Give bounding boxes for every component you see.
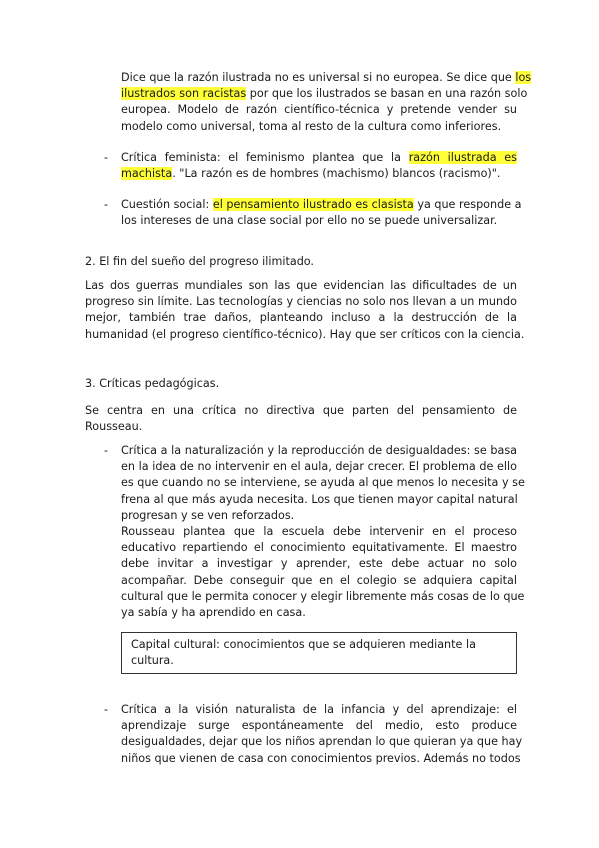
text-line: Crítica a la naturalización y la reproducción de desigualdades: se basa: [121, 444, 517, 457]
text-line: Rousseau.: [85, 420, 143, 434]
bullet-dash: -: [104, 151, 109, 164]
text-line: machista. "La razón es de hombres (machismo) blancos (racismo)".: [121, 167, 501, 181]
bullet-dash: -: [104, 444, 109, 457]
text-line: Las dos guerras mundiales son las que evidencian las dificultades de un: [85, 279, 517, 292]
text-line: Dice que la razón ilustrada no es universal si no europea. Se dice que los: [121, 71, 532, 84]
text-line: en la idea de no intervenir en el aula, dejar crecer. El problema de ello: [121, 460, 517, 474]
section-heading-3: 3. Críticas pedagógicas.: [85, 377, 220, 390]
text-line: Capital cultural: conocimientos que se adquieren mediante la: [131, 638, 476, 651]
intro-paragraph: [121, 70, 532, 135]
definition-box: [121, 632, 517, 674]
text-line: Rousseau plantea que la escuela debe intervenir en el proceso: [121, 525, 517, 539]
text-line: Se centra en una crítica no directiva que parten del pensamiento de: [85, 404, 517, 417]
section-heading-2: 2. El fin del sueño del progreso ilimitado.: [85, 255, 314, 268]
text-line: Crítica feminista: el feminismo plantea que la razón ilustrada es: [121, 151, 517, 164]
highlight: machista: [121, 167, 173, 181]
text-line: niños que vienen de casa con conocimientos previos. Además no todos: [121, 751, 521, 765]
text-line: progreso sin límite. Las tecnologías y ciencias no solo nos llevan a un mundo: [85, 295, 517, 309]
bullet-dash: -: [104, 703, 109, 716]
text-line: educativo repartiendo el conocimiento equitativamente. El maestro: [121, 541, 517, 555]
highlight: razón ilustrada es: [408, 151, 517, 164]
text-line: mejor, también trae daños, planteando incluso a la destrucción de la: [85, 311, 517, 325]
definition-text: [131, 637, 507, 669]
bullet-social: [121, 197, 522, 229]
text-line: ilustrados son racistas por que los ilustrados se basan en una razón solo: [121, 87, 528, 101]
text-line: cultural que le permita conocer y elegir libremente más cosas de lo que: [121, 589, 525, 603]
bullet-naturalist-childhood: [121, 702, 523, 767]
text-line: los intereses de una clase social por ello no se puede universalizar.: [121, 214, 498, 228]
text-line: aprendizaje surge espontáneamente del medio, esto produce: [121, 719, 517, 733]
section-3-intro: [85, 403, 517, 435]
highlight: ilustrados son racistas: [121, 87, 247, 101]
bullet-naturalization: [121, 443, 525, 621]
bullet-feminist: [121, 150, 517, 182]
bullet-dash: -: [104, 198, 109, 211]
text-line: es que cuando no se interviene, se ayuda al que menos lo necesita y se: [121, 476, 525, 490]
text-line: Cuestión social: el pensamiento ilustrado es clasista ya que responde a: [121, 198, 522, 211]
text-line: frena al que más ayuda necesita. Los que tienen mayor capital natural: [121, 492, 518, 506]
text-line: acompañar. Debe conseguir que en el colegio se adquiera capital: [121, 573, 517, 587]
text-line: Crítica a la visión naturalista de la infancia y del aprendizaje: el: [121, 703, 517, 716]
text-line: europea. Modelo de razón científico-técnica y pretende vender su: [121, 103, 517, 117]
highlight: los: [515, 71, 532, 84]
text-line: modelo como universal, toma al resto de la cultura como inferiores.: [121, 119, 502, 133]
text-line: progresan y se ven reforzados.: [121, 508, 295, 522]
text-line: cultura.: [131, 654, 174, 668]
highlight: el pensamiento ilustrado es clasista: [212, 198, 414, 211]
text-line: desigualdades, dejar que los niños aprendan lo que quieran ya que hay: [121, 735, 523, 749]
text-line: humanidad (el progreso científico-técnico). Hay que ser críticos con la ciencia.: [85, 327, 525, 341]
section-2-paragraph: [85, 278, 525, 343]
text-line: ya sabía y ha aprendido en casa.: [121, 606, 306, 620]
text-line: debe invitar a investigar y aprender, este debe actuar no solo: [121, 557, 517, 571]
